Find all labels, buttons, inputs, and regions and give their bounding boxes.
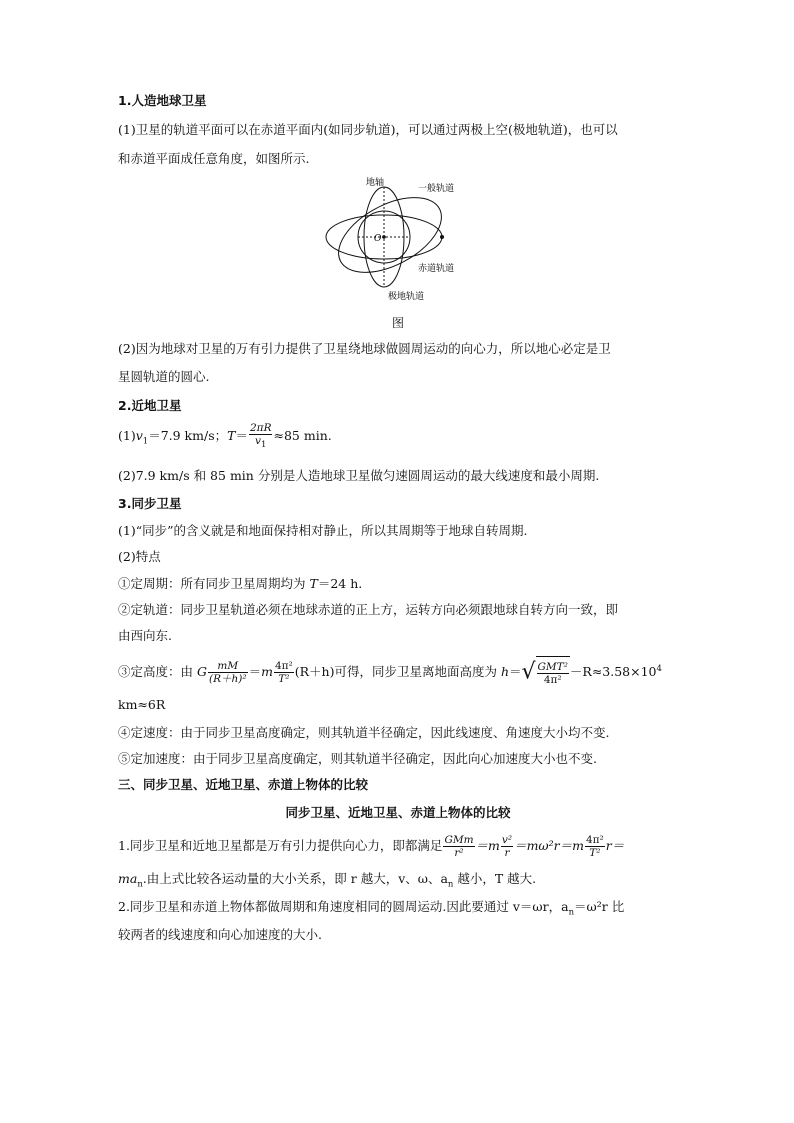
formula-near-earth — [118, 422, 332, 456]
equals: ＝ — [235, 428, 248, 444]
comp1-ma: ma — [118, 871, 138, 886]
label-polar-orbit: 极地轨道 — [388, 292, 425, 302]
subtitle-comparison: 同步卫星、近地卫星、赤道上物体的比较 — [285, 805, 511, 820]
sub-1: 1 — [142, 436, 149, 447]
var-m: m — [261, 664, 273, 680]
comp1-sub-n2: n — [447, 879, 454, 890]
root-den: 4π² — [543, 674, 562, 687]
comp1-eq3: r＝ — [605, 838, 625, 853]
height-sqrt: √ $\frac{\text{GMT²}}{\text{4π²}}$ — [522, 656, 570, 689]
comparison-paragraph-1 — [118, 830, 624, 862]
feature-fixed-orbit-2: 由西向东. — [118, 628, 172, 643]
comparison-paragraph-1b — [118, 870, 536, 894]
orbit-diagram-svg — [324, 177, 474, 307]
comp1-eq1: ＝m — [475, 838, 500, 853]
comp1-f3-den: T² — [589, 847, 601, 859]
label-equatorial-orbit: 赤道轨道 — [418, 264, 455, 274]
first-cosmic-speed: ＝7.9 km/s； — [148, 428, 228, 444]
center-dot — [382, 235, 386, 239]
comparison-paragraph-2b: 较两者的线速度和向心加速度的大小. — [118, 927, 322, 942]
paragraph-centripetal-2: 星圆轨道的圆心. — [118, 369, 210, 384]
height-prefix: ③定高度：由 — [118, 664, 197, 680]
section-title-comparison: 三、同步卫星、近地卫星、赤道上物体的比较 — [118, 777, 369, 792]
fraction-numerator: 2πR — [249, 422, 272, 434]
height-f2-num: 4π² — [274, 660, 293, 673]
feature-fixed-height-2: km≈6R — [118, 697, 166, 712]
comp1-f2-den: r — [504, 847, 510, 859]
var-T: T — [227, 428, 236, 444]
height-fraction-2 — [274, 660, 294, 685]
paragraph-orbit-plane-2: 和赤道平面成任意角度，如图所示. — [118, 151, 310, 166]
comparison-paragraph-2 — [118, 898, 624, 922]
height-root-fraction — [537, 661, 569, 686]
comp1-f1-num: GMm — [444, 834, 474, 846]
comp1-f1 — [443, 834, 474, 859]
comp1-rest: .由上式比较各运动量的大小关系，即 r 越大，v、ω、a — [142, 871, 448, 886]
formula-prefix: (1) — [118, 428, 136, 444]
fraction-denominator-v: v — [255, 435, 261, 447]
formula-suffix: ≈85 min. — [273, 428, 332, 444]
comp1-f3 — [585, 834, 605, 859]
feature-fixed-period — [118, 575, 362, 593]
section-title-near-earth: 2.近地卫星 — [118, 398, 182, 413]
label-axis: 地轴 — [366, 178, 385, 188]
period-T: T — [309, 576, 318, 591]
paragraph-features: (2)特点 — [118, 549, 161, 564]
satellite-dot — [440, 235, 444, 239]
var-h: h — [500, 664, 509, 680]
paragraph-centripetal-1: (2)因为地球对卫星的万有引力提供了卫星绕地球做圆周运动的向心力，所以地心必定是卫 — [118, 341, 611, 356]
comp1-eq2: ＝mω²r＝m — [514, 838, 584, 853]
comp1-f2 — [501, 834, 513, 859]
comp2-suffix: ＝ω²r 比 — [574, 899, 625, 914]
comp1-sub-n: n — [137, 879, 143, 890]
period-fraction — [249, 422, 273, 451]
paragraph-orbit-plane-1: (1)卫星的轨道平面可以在赤道平面内(如同步轨道)，可以通过两极上空(极地轨道)，也可以 — [118, 122, 618, 137]
comp1-f1-den: r² — [454, 847, 464, 859]
label-general-orbit: 一般轨道 — [418, 184, 455, 194]
feature-fixed-height: ③定高度：由 G $\frac{mM}{\text{(R＋h)²}}$ ＝m $\frac{\text{4π²}}{\text{T²}}$ (R＋h)可得，同步卫星离地面高度为 h＝√ $\frac{\text{GMT²}}{\text{4π²}}$ $-R\approx 3.58\times 10^4$ — [118, 653, 662, 689]
feature-fixed-orbit-1: ②定轨道：同步卫星轨道必须在地球赤道的正上方，运转方向必须跟地球自转方向一致，即 — [118, 602, 619, 617]
paragraph-max-speed: (2)7.9 km/s 和 85 min 分别是人造地球卫星做匀速圆周运动的最大线速度和最小周期. — [118, 468, 600, 483]
height-fraction-1 — [208, 660, 248, 685]
orbit-diagram — [324, 177, 474, 307]
comp2-sub-n: n — [568, 907, 575, 918]
var-G: G — [196, 664, 207, 680]
fraction-denominator-sub: 1 — [260, 440, 267, 451]
feature-fixed-acceleration: ⑤定加速度：由于同步卫星高度确定，则其轨道半径确定，因此向心加速度大小也不变. — [118, 751, 597, 766]
label-center: O — [374, 234, 382, 244]
comp1-prefix: 1.同步卫星和近地卫星都是万有引力提供向心力，即都满足 — [118, 838, 443, 853]
comp1-end: 越小，T 越大. — [453, 871, 537, 886]
period-prefix: ①定周期：所有同步卫星周期均为 — [118, 576, 310, 591]
height-f2-den: T² — [278, 673, 290, 686]
height-eq: ＝ — [248, 664, 262, 680]
var-v: v — [135, 428, 143, 444]
figure-caption: 图 — [391, 316, 404, 330]
height-f1-num: mM — [208, 660, 248, 673]
height-suffix: －R≈3.58×10 — [569, 664, 657, 680]
height-mid: (R＋h)可得，同步卫星离地面高度为 — [294, 664, 501, 680]
period-suffix: ＝24 h. — [317, 576, 363, 591]
root-num: GMT² — [537, 661, 568, 674]
comp1-f3-num: 4π² — [585, 834, 604, 846]
comp1-f2-num: v² — [501, 834, 513, 846]
comp2-prefix: 2.同步卫星和赤道上物体都做周期和角速度相同的圆周运动.因此要通过 v＝ωr，a — [118, 899, 569, 914]
feature-fixed-speed: ④定速度：由于同步卫星高度确定，则其轨道半径确定，因此线速度、角速度大小均不变. — [118, 725, 610, 740]
height-exponent: 4 — [656, 664, 662, 674]
section-title-artificial-satellite: 1.人造地球卫星 — [118, 93, 207, 108]
height-f1-den: (R＋h)² — [208, 673, 247, 686]
section-title-geosync: 3.同步卫星 — [118, 496, 182, 511]
paragraph-sync-meaning: (1)“同步”的含义就是和地面保持相对静止，所以其周期等于地球自转周期. — [118, 523, 528, 538]
